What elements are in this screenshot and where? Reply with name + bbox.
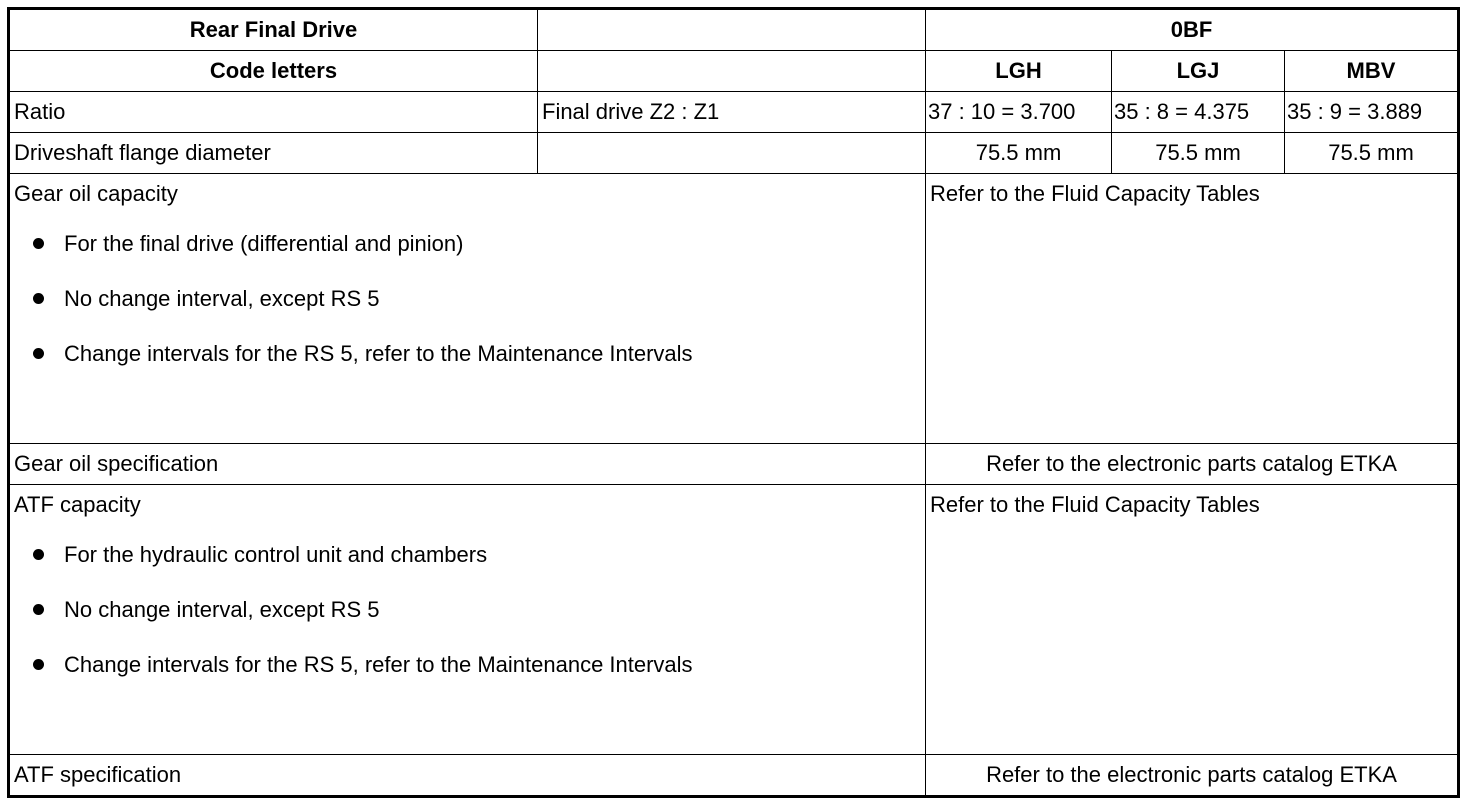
gear-oil-spec-row <box>9 444 1459 485</box>
gear-oil-capacity-reference-cell <box>926 174 1459 444</box>
code-letters-row <box>9 51 1459 92</box>
gear-oil-capacity-cell <box>9 174 926 444</box>
atf-capacity-label: ATF capacity <box>14 492 141 517</box>
atf-capacity-cell <box>9 485 926 755</box>
flange-value: 75.5 mm <box>1112 133 1285 174</box>
list-item: No change interval, except RS 5 <box>14 271 921 326</box>
list-item: For the hydraulic control unit and chambers <box>14 527 921 582</box>
ratio-value: 35 : 9 = 3.889 <box>1285 92 1459 133</box>
ratio-value: 35 : 8 = 4.375 <box>1112 92 1285 133</box>
list-item: Change intervals for the RS 5, refer to the Maintenance Intervals <box>14 326 921 381</box>
flange-value: 75.5 mm <box>1285 133 1459 174</box>
code-letter-cell: LGH <box>926 51 1112 92</box>
atf-spec-reference: Refer to the electronic parts catalog ETKA <box>926 755 1459 797</box>
code-letter-cell: MBV <box>1285 51 1459 92</box>
empty-cell <box>538 9 926 51</box>
gear-oil-capacity-row <box>9 174 1459 444</box>
flange-value: 75.5 mm <box>926 133 1112 174</box>
ratio-row <box>9 92 1459 133</box>
ratio-value: 37 : 10 = 3.700 <box>926 92 1112 133</box>
gearbox-code: 0BF <box>926 9 1459 51</box>
empty-cell <box>538 51 926 92</box>
rear-final-drive-table <box>7 7 1460 798</box>
code-letters-label: Code letters <box>9 51 538 92</box>
ratio-label: Ratio <box>9 92 538 133</box>
atf-spec-label: ATF specification <box>9 755 926 797</box>
list-item: Change intervals for the RS 5, refer to the Maintenance Intervals <box>14 637 921 692</box>
empty-cell <box>538 133 926 174</box>
ratio-sub-label: Final drive Z2 : Z1 <box>538 92 926 133</box>
table-header-row <box>9 9 1459 51</box>
atf-capacity-reference-cell <box>926 485 1459 755</box>
gear-oil-capacity-reference: Refer to the Fluid Capacity Tables <box>930 181 1260 206</box>
table-title: Rear Final Drive <box>9 9 538 51</box>
atf-capacity-row <box>9 485 1459 755</box>
gear-oil-bullet-list <box>14 216 921 381</box>
gear-oil-capacity-label: Gear oil capacity <box>14 181 178 206</box>
gear-oil-spec-reference: Refer to the electronic parts catalog ETKA <box>926 444 1459 485</box>
code-letter-cell: LGJ <box>1112 51 1285 92</box>
list-item: For the final drive (differential and pinion) <box>14 216 921 271</box>
atf-capacity-reference: Refer to the Fluid Capacity Tables <box>930 492 1260 517</box>
list-item: No change interval, except RS 5 <box>14 582 921 637</box>
gear-oil-spec-label: Gear oil specification <box>9 444 926 485</box>
atf-spec-row <box>9 755 1459 797</box>
flange-row <box>9 133 1459 174</box>
atf-bullet-list <box>14 527 921 692</box>
flange-label: Driveshaft flange diameter <box>9 133 538 174</box>
